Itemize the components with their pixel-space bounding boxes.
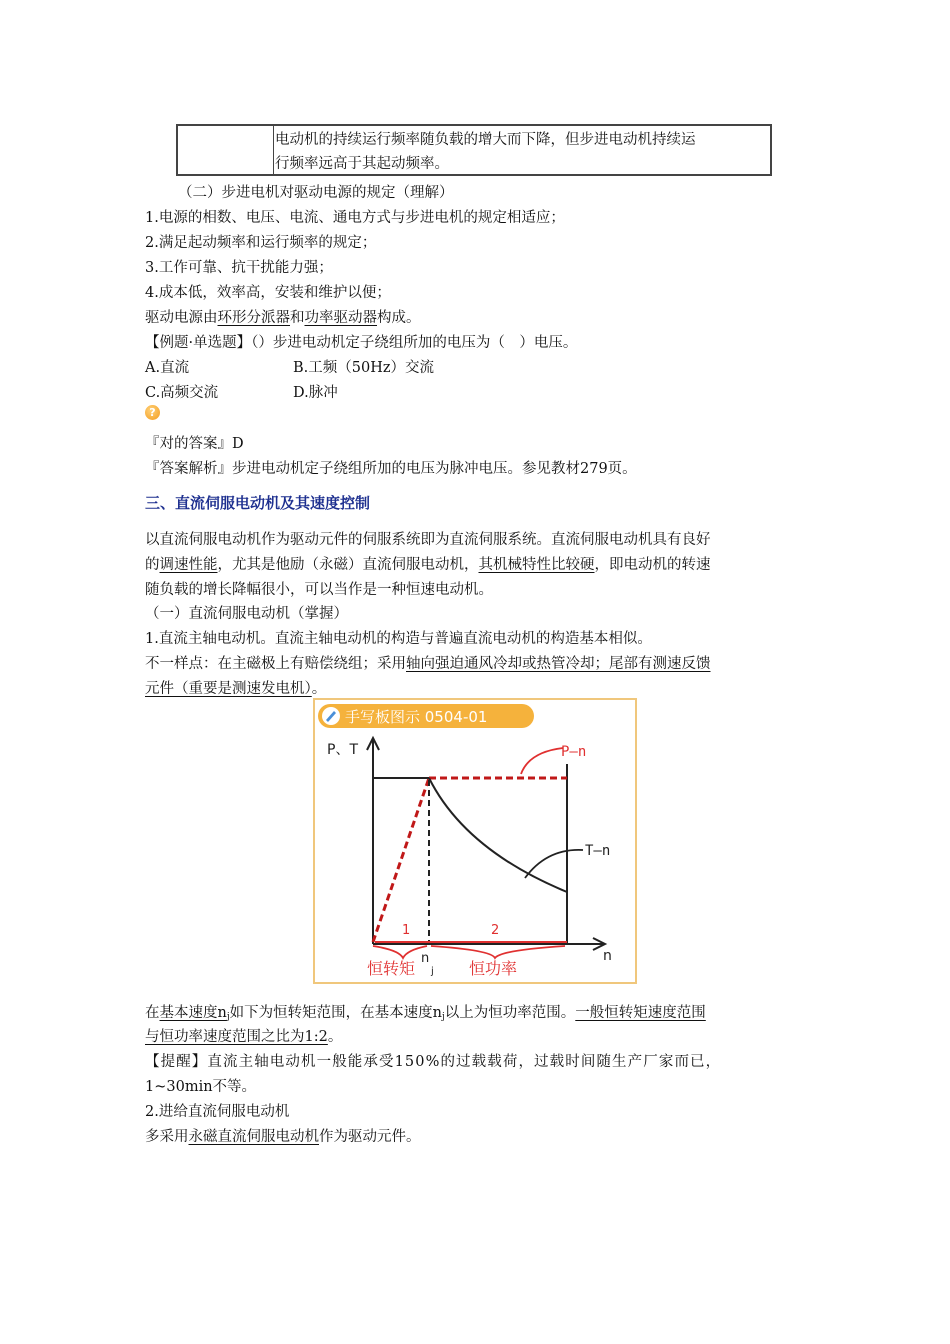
pn-pointer [521, 748, 563, 774]
tip-paragraph: 1~30min不等。 [145, 1079, 257, 1095]
text: 基本速度n [159, 1005, 227, 1021]
power-rise-line [373, 778, 429, 942]
text: 多采用 [145, 1129, 189, 1145]
question-icon[interactable]: ? [145, 405, 160, 420]
text: 驱动电源由 [145, 310, 218, 326]
option-b: B.工频（50Hz）交流 [293, 360, 434, 376]
figure-svg [315, 700, 635, 982]
underlined-term: 一般恒转矩速度范围 [575, 1005, 706, 1021]
region-2-label: 2 [491, 923, 500, 938]
brace-2 [431, 946, 565, 958]
paragraph [145, 677, 326, 701]
underlined-term: 与恒功率速度范围之比为1:2 [145, 1029, 328, 1045]
text: 如下为恒转矩范围，在基本速度n [229, 1005, 442, 1021]
list-item: 3.工作可靠、抗干扰能力强； [145, 260, 333, 276]
section-title: （二）步进电机对驱动电源的规定（理解） [178, 185, 454, 201]
paragraph [145, 306, 421, 330]
torque-curve [429, 778, 567, 892]
table-cell-text [275, 128, 696, 176]
subsection-title: （一）直流伺服电动机（掌握） [145, 606, 348, 622]
paragraph: 1.直流主轴电动机。直流主轴电动机的构造与普遍直流电动机的构造基本相似。 [145, 631, 652, 647]
paragraph [145, 1025, 342, 1049]
underlined-term: 永磁直流伺服电动机 [188, 1129, 319, 1145]
table-cell-line: 行频率远高于其起动频率。 [275, 156, 449, 172]
text: 不一样点：在主磁极上有赔偿绕组；采用 [145, 656, 406, 672]
option-c: C.高频交流 [145, 385, 219, 401]
brace-1 [373, 946, 427, 958]
figure-badge-text: 手写板图示 0504-01 [345, 708, 488, 726]
table-cell-empty [178, 126, 274, 174]
tn-pointer [525, 850, 583, 878]
tip-paragraph: 【提醒】直流主轴电动机一般能承受150%的过载载荷，过载时间随生产厂家而已， [145, 1054, 722, 1070]
option-a: A.直流 [145, 360, 190, 376]
text: ，尤其是他励（永磁）直流伺服电动机， [217, 557, 479, 573]
text: ，即电动机的转速 [594, 557, 711, 573]
nj-label: n [421, 951, 430, 966]
paragraph: 随负载的增长降幅很小，可以当作是一种恒速电动机。 [145, 582, 493, 598]
region-1-label: 1 [402, 923, 411, 938]
answer-analysis: 『答案解析』步进电动机定子绕组所加的电压为脉冲电压。参见教材279页。 [145, 461, 637, 477]
answer-text: 『对的答案』D [145, 436, 244, 452]
underlined-term: 调速性能 [159, 557, 218, 573]
example-question: 【例题·单选题】（）步进电动机定子绕组所加的电压为（ ）电压。 [145, 335, 578, 351]
subscript: j [441, 1012, 445, 1022]
text: 。 [327, 1029, 343, 1045]
nj-subscript: j [431, 966, 434, 977]
text: 和 [290, 310, 305, 326]
constant-power-label: 恒功率 [469, 959, 518, 978]
paragraph [145, 1125, 421, 1149]
text: 在 [145, 1005, 160, 1021]
option-d: D.脉冲 [293, 385, 338, 401]
list-item: 4.成本低，效率高，安装和维护以便； [145, 285, 391, 301]
paragraph [145, 553, 711, 577]
underlined-term: 轴向强迫通风冷却或热管冷却；尾部有测速反馈 [406, 656, 711, 672]
section-heading: 三、直流伺服电动机及其速度控制 [145, 494, 371, 512]
text: 作为驱动元件。 [319, 1129, 421, 1145]
handwriting-figure [313, 698, 637, 984]
text: 。 [311, 681, 327, 697]
underlined-term: 其机械特性比较硬 [478, 557, 595, 573]
paragraph [145, 652, 711, 676]
y-axis-label: P、T [327, 742, 358, 758]
table-cell-line: 电动机的持续运行频率随负载的增大而下降，但步进电动机持续运 [275, 132, 696, 148]
subscript: j [226, 1012, 230, 1022]
pn-label: P—n [561, 744, 587, 760]
constant-torque-label: 恒转矩 [367, 959, 416, 978]
underlined-term: 环形分派器 [217, 310, 290, 326]
list-item: 1.电源的相数、电压、电流、通电方式与步进电机的规定相适应； [145, 210, 565, 226]
text: 构成。 [377, 310, 421, 326]
list-item: 2.满足起动频率和运行频率的规定； [145, 235, 377, 251]
text: 以上为恒功率范围。 [444, 1005, 576, 1021]
underlined-term [160, 1005, 230, 1021]
text: 的 [145, 557, 160, 573]
paragraph: 2.进给直流伺服电动机 [145, 1104, 290, 1120]
tn-label: T—n [585, 843, 611, 859]
comparison-table-row [176, 124, 772, 176]
underlined-term: 功率驱动器 [304, 310, 377, 326]
underlined-term: 元件（重要是测速发电机） [145, 681, 312, 697]
x-axis-label: n [603, 948, 612, 964]
paragraph: 以直流伺服电动机作为驱动元件的伺服系统即为直流伺服系统。直流伺服电动机具有良好 [145, 532, 711, 548]
